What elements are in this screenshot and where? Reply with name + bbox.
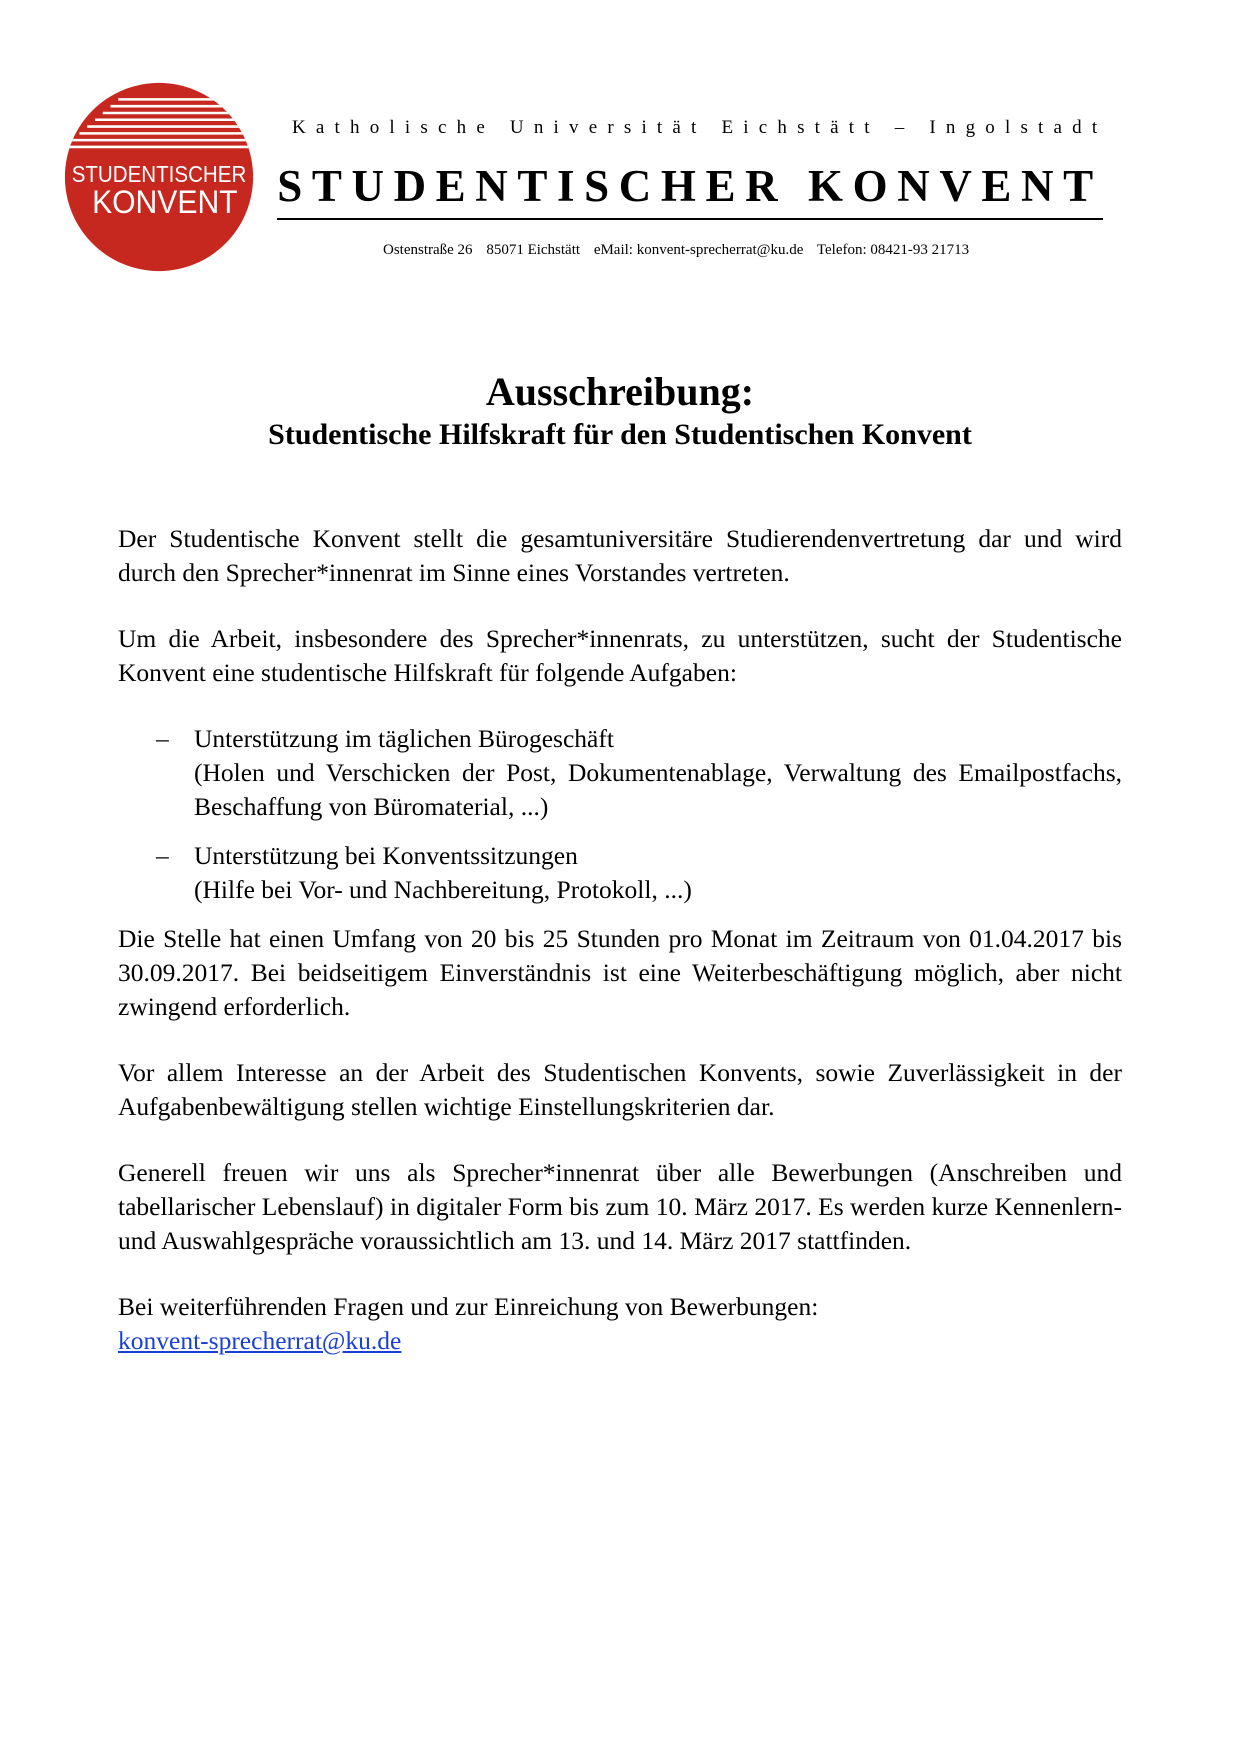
dash-bullet: –	[156, 841, 169, 871]
purpose-paragraph: Um die Arbeit, insbesondere des Sprecher*innenrats, zu unterstützen, sucht der Studentische Konvent eine studentische Hilfskraft für folgende Aufgaben:	[118, 624, 1122, 687]
konvent-logo	[62, 80, 256, 274]
task-title: Unterstützung im täglichen Bürogeschäft	[194, 724, 614, 754]
task-item-office	[118, 722, 1122, 823]
contact-paragraph	[118, 1290, 1122, 1357]
contact-email: eMail: konvent-sprecherrat@ku.de	[593, 242, 804, 258]
svg-text:STUDENTISCHER: STUDENTISCHER	[71, 160, 247, 187]
scope-paragraph: Die Stelle hat einen Umfang von 20 bis 25 Stunden pro Monat im Zeitraum von 01.04.2017 bis 30.09.2017. Bei beidseitigem Einverständnis ist eine Weiterbeschäftigung möglich, aber nicht zwingend erforderlich.	[118, 924, 1122, 1021]
address: Ostenstraße 26	[383, 242, 473, 258]
dash-bullet: –	[156, 724, 169, 754]
task-detail: (Hilfe bei Vor- und Nachbereitung, Protokoll, ...)	[194, 874, 692, 904]
intro-paragraph: Der Studentische Konvent stellt die gesamtuniversitäre Studierendenvertretung dar und wird durch den Sprecher*innenrat im Sinne eines Vorstandes vertreten.	[118, 524, 1122, 587]
application-paragraph: Generell freuen wir uns als Sprecher*innenrat über alle Bewerbungen (Anschreiben und tabellarischer Lebenslauf) in digitaler Form bis zum 10. März 2017. Es werden kurze Kennenlern- und Auswahlgespräche voraussichtlich am 13. und 14. März 2017 stattfinden.	[118, 1158, 1122, 1255]
email-link[interactable]: konvent-sprecherrat@ku.de	[118, 1325, 402, 1355]
posting-heading	[118, 368, 1122, 454]
university-name: Katholische Universität Eichstätt – Ingolstadt	[292, 117, 1108, 138]
task-item-sessions	[118, 839, 1122, 906]
posting-subtitle: Studentische Hilfskraft für den Studentischen Konvent	[268, 418, 972, 451]
task-detail: (Holen und Verschicken der Post, Dokumentenablage, Verwaltung des Emailpostfachs, Beschaffung von Büromaterial, ...)	[194, 757, 1122, 821]
title-rule	[277, 218, 1103, 220]
contact-phone: Telefon: 08421-93 21713	[816, 242, 970, 258]
svg-text:KONVENT: KONVENT	[92, 183, 238, 220]
postal-city: 85071 Eichstätt	[486, 242, 581, 258]
contact-intro: Bei weiterführenden Fragen und zur Einreichung von Bewerbungen:	[118, 1292, 819, 1322]
task-list	[118, 722, 1122, 906]
posting-body	[118, 522, 1122, 1357]
posting-title: Ausschreibung:	[485, 369, 755, 414]
organization-title: STUDENTISCHER KONVENT	[277, 161, 1103, 211]
task-title: Unterstützung bei Konventssitzungen	[194, 841, 578, 871]
contact-line	[383, 242, 979, 259]
criteria-paragraph: Vor allem Interesse an der Arbeit des Studentischen Konvents, sowie Zuverlässigkeit in der Aufgabenbewältigung stellen wichtige Einstellungskriterien dar.	[118, 1058, 1122, 1121]
